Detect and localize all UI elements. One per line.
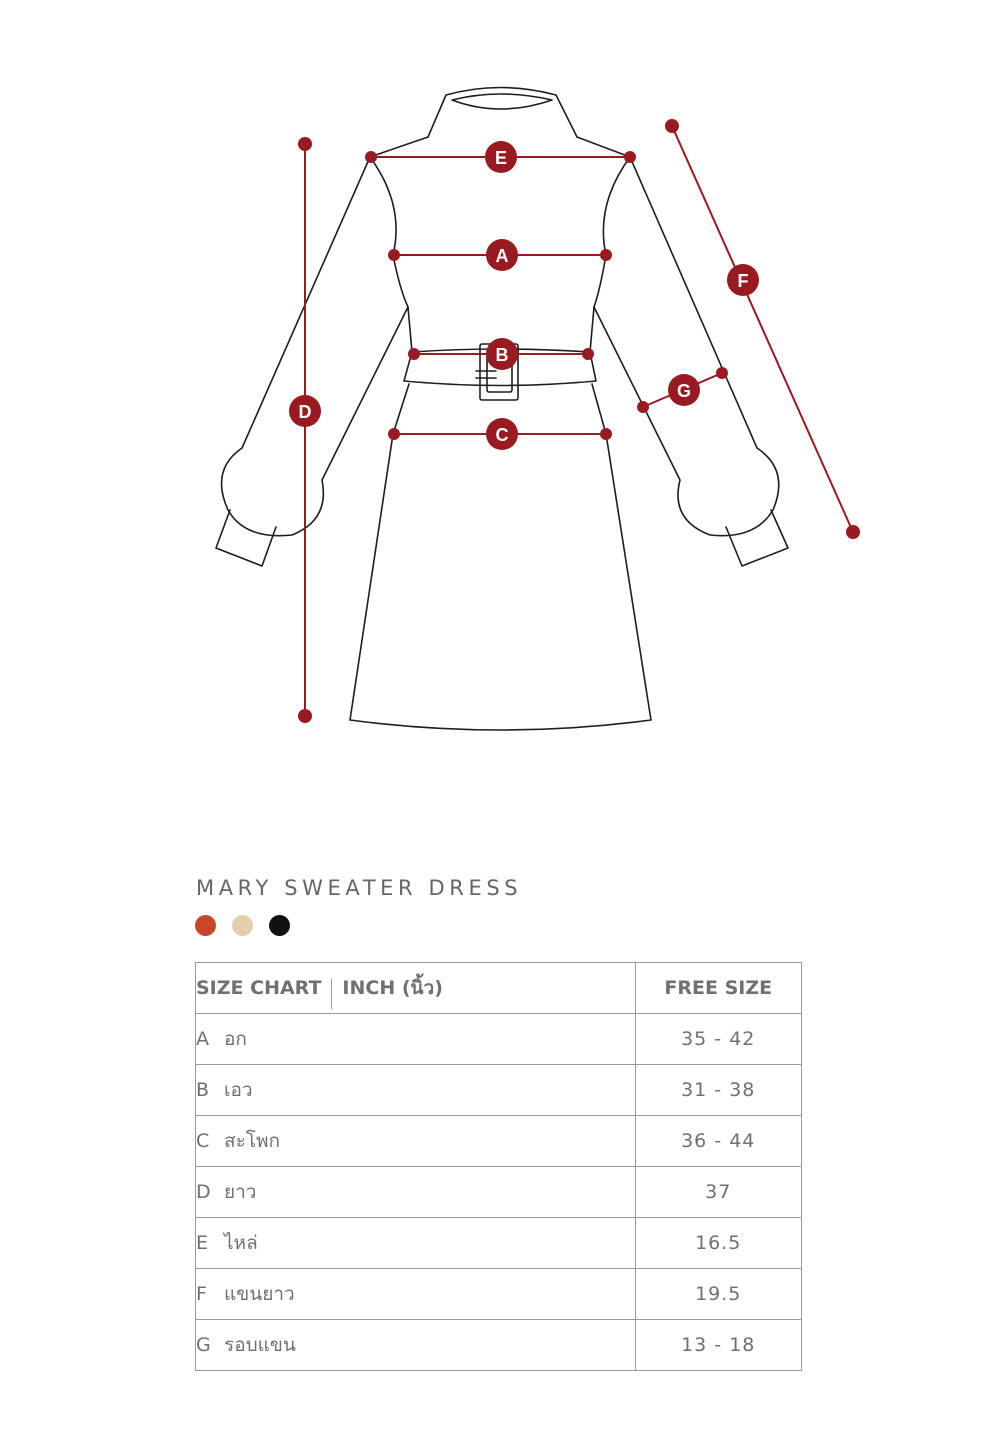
marker-e [485,141,517,173]
unit-heading: INCH (นิ้ว) [342,976,443,999]
row-value: 16.5 [635,1218,802,1269]
row-name: สะโพก [224,1130,281,1152]
table-row [196,1167,802,1218]
row-label [196,1116,636,1167]
row-label [196,1269,636,1320]
size-chart-header [196,963,802,1014]
marker-f-label: F [737,271,749,291]
marker-b-label: B [495,345,509,365]
black-swatch[interactable] [269,915,290,936]
size-chart-header-label [196,963,636,1014]
table-row [196,1218,802,1269]
row-name: ยาว [224,1181,257,1203]
row-label [196,1320,636,1371]
product-title: MARY SWEATER DRESS [196,876,523,900]
row-letter: E [196,1232,209,1254]
size-chart-heading: SIZE CHART [196,976,322,999]
row-name: ไหล่ [224,1232,258,1254]
marker-c-label: C [495,425,509,445]
marker-d [289,395,321,427]
marker-e-label: E [494,148,508,168]
row-label [196,1014,636,1065]
marker-g [668,374,700,406]
row-letter: B [196,1079,210,1101]
marker-d-label: D [298,402,312,422]
marker-a [486,239,518,271]
row-name: รอบแขน [224,1334,296,1356]
measurement-lines [299,120,859,722]
row-letter: F [196,1283,207,1305]
color-swatches [195,915,290,937]
row-value: 13 - 18 [635,1320,802,1371]
marker-g-label: G [676,381,692,401]
row-letter: C [196,1130,210,1152]
marker-c [486,418,518,450]
row-value: 37 [635,1167,802,1218]
marker-f [727,264,759,296]
row-letter: A [196,1028,209,1050]
row-name: เอว [224,1079,253,1101]
header-divider [331,979,332,1009]
row-label [196,1218,636,1269]
row-value: 36 - 44 [635,1116,802,1167]
row-label [196,1167,636,1218]
marker-a-label: A [495,246,509,266]
beige-swatch[interactable] [232,915,253,936]
row-letter: G [196,1334,211,1356]
table-row [196,1014,802,1065]
marker-b [486,338,518,370]
row-letter: D [196,1181,211,1203]
size-chart-table [195,962,802,1371]
free-size-heading: FREE SIZE [635,963,802,1014]
row-label [196,1065,636,1116]
orange-swatch[interactable] [195,915,216,936]
row-name: แขนยาว [224,1283,295,1305]
table-row [196,1320,802,1371]
row-value: 35 - 42 [635,1014,802,1065]
table-row [196,1065,802,1116]
table-row [196,1269,802,1320]
row-value: 31 - 38 [635,1065,802,1116]
row-name: อก [224,1028,247,1050]
table-row [196,1116,802,1167]
row-value: 19.5 [635,1269,802,1320]
